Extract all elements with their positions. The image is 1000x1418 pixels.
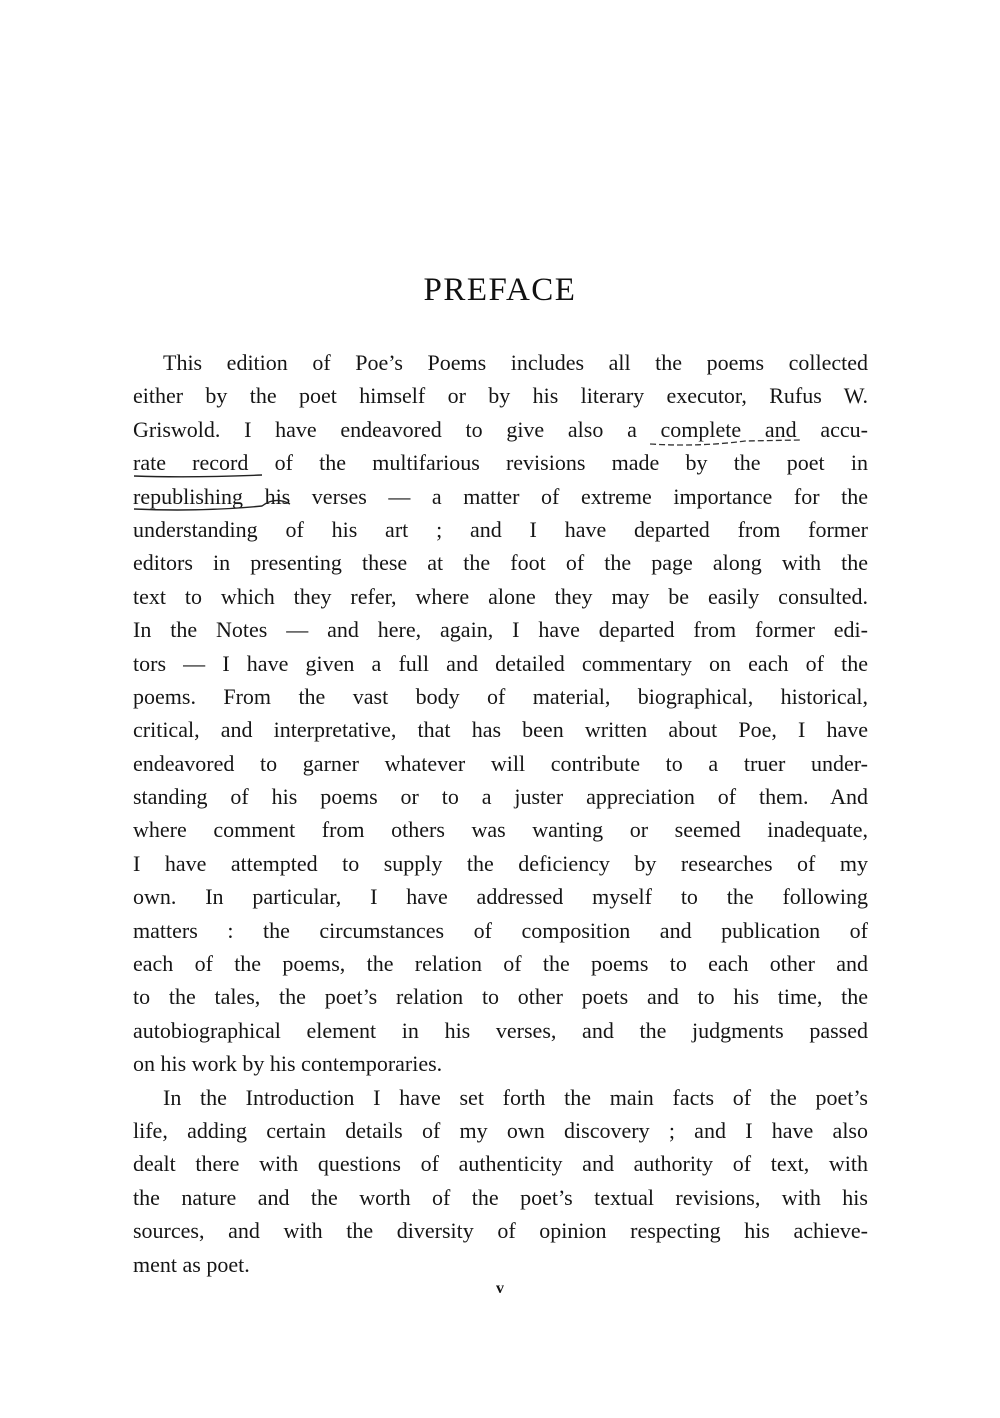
paragraph-2 — [133, 1081, 868, 1281]
text-line: republishing his verses — a matter of extreme importance for the — [133, 483, 868, 509]
text-line: each of the poems, the relation of the poems to each other and — [133, 951, 868, 977]
text-line: editors in presenting these at the foot of the page along with the — [133, 550, 868, 576]
text-line: autobiographical element in his verses, and the judgments passed — [133, 1017, 868, 1043]
text-line: where comment from others was wanting or seemed inadequate, — [133, 817, 868, 843]
text-line: In the Notes — and here, again, I have departed from former edi- — [133, 617, 868, 643]
text-line: tors — I have given a full and detailed commentary on each of the — [133, 650, 868, 676]
text-line: In the Introduction I have set forth the main facts of the poet’s — [163, 1084, 868, 1110]
text-line: Griswold. I have endeavored to give also a complete and accu- — [133, 416, 868, 442]
text-line: endeavored to garner whatever will contribute to a truer under- — [133, 750, 868, 776]
text-line: I have attempted to supply the deficiency by researches of my — [133, 850, 868, 876]
preface-body — [133, 346, 868, 1281]
text-line: critical, and interpretative, that has been written about Poe, I have — [133, 717, 868, 743]
text-line: dealt there with questions of authenticity and authority of text, with — [133, 1151, 868, 1177]
text-line: life, adding certain details of my own discovery ; and I have also — [133, 1117, 868, 1143]
text-line: either by the poet himself or by his literary executor, Rufus W. — [133, 383, 868, 409]
page-number: v — [496, 1280, 504, 1297]
text-line: sources, and with the diversity of opinion respecting his achieve- — [133, 1218, 868, 1244]
text-line: standing of his poems or to a juster appreciation of them. And — [133, 784, 868, 810]
page-title: PREFACE — [423, 272, 577, 308]
paragraph-1 — [133, 346, 868, 1081]
text-line: understanding of his art ; and I have departed from former — [133, 516, 868, 542]
text-line: on his work by his contemporaries. — [133, 1051, 443, 1077]
text-line: to the tales, the poet’s relation to other poets and to his time, the — [133, 984, 868, 1010]
text-line: poems. From the vast body of material, biographical, historical, — [133, 683, 868, 709]
text-line: ment as poet. — [133, 1251, 250, 1277]
text-line: rate record of the multifarious revisions made by the poet in — [133, 450, 868, 476]
text-line: own. In particular, I have addressed myself to the following — [133, 884, 868, 910]
text-line: matters : the circumstances of composition and publication of — [133, 917, 868, 943]
text-line: text to which they refer, where alone they may be easily consulted. — [133, 583, 868, 609]
text-line: This edition of Poe’s Poems includes all the poems collected — [163, 350, 868, 375]
text-line: the nature and the worth of the poet’s textual revisions, with his — [133, 1184, 868, 1210]
